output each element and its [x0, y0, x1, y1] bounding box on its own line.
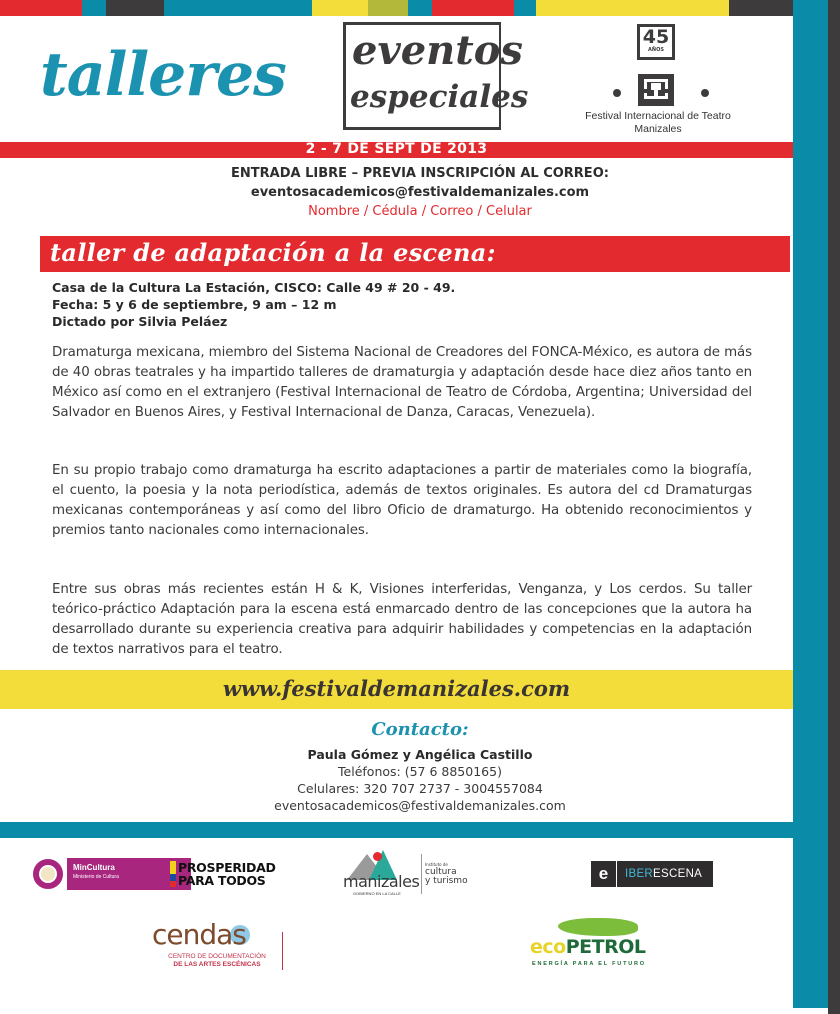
- color-segment: [408, 0, 432, 16]
- iguana-icon: [558, 918, 638, 936]
- manizales-word: manizales: [343, 872, 420, 891]
- ecopetrol-logo: [528, 916, 658, 976]
- color-segment: [536, 0, 729, 16]
- cendas-word: cendas: [152, 918, 246, 951]
- colombia-seal-icon: [33, 859, 63, 889]
- bullet-dot-icon: [701, 89, 709, 97]
- ecopetrol-eco: eco: [530, 936, 566, 958]
- color-segment: [432, 0, 514, 16]
- prosperidad-line2: PARA TODOS: [178, 873, 266, 888]
- iberescena-e-icon: e: [591, 861, 617, 887]
- bio-paragraph-2: En su propio trabajo como dramaturga ha escrito adaptaciones a partir de materiales como la biografía, el cuento, la poesia y la nota periodística, además de textos originales. Es autora del cd Dramaturgas mexicanas contemporáneas y así como del libro Oficio de dramaturgo. Ha obtenido reconocimientos y premios tanto nacionales como internacionales.: [52, 463, 752, 538]
- color-segment: [793, 0, 828, 16]
- bullet-dot-icon: [613, 89, 621, 97]
- contact-heading: Contacto:: [371, 719, 469, 740]
- workshop-title: taller de adaptación a la escena:: [50, 238, 496, 267]
- 45-years-badge: [637, 24, 675, 60]
- contact-section: [0, 716, 840, 814]
- bottom-teal-bar: [0, 822, 793, 838]
- eventos-especiales-logo: [343, 22, 529, 130]
- instituto-line2: y turismo: [425, 876, 468, 886]
- iberescena-rest: ESCENA: [653, 868, 703, 880]
- color-segment: [0, 0, 82, 16]
- ecopetrol-tagline: ENERGÍA PARA EL FUTURO: [532, 961, 646, 967]
- color-segment: [312, 0, 368, 16]
- color-segment: [514, 0, 536, 16]
- workshop-instructor: Dictado por Silvia Peláez: [52, 314, 228, 329]
- sun-icon: [373, 852, 382, 861]
- color-segment: [106, 0, 164, 16]
- ecopetrol-petrol: PETROL: [565, 936, 646, 958]
- cendas-logo: [152, 918, 284, 972]
- workshop-location: Casa de la Cultura La Estación, CISCO: Calle 49 # 20 - 49.: [52, 280, 456, 295]
- divider: [421, 854, 422, 894]
- manizales-sub: GOBIERNO EN LA CALLE: [353, 891, 401, 896]
- eventos-logo-line1: eventos: [352, 27, 523, 74]
- contact-names: Paula Gómez y Angélica Castillo: [307, 747, 533, 762]
- registration-info: [0, 164, 840, 221]
- eventos-logo-line2: especiales: [350, 79, 529, 115]
- registration-email[interactable]: eventosacademicos@festivaldemanizales.com: [250, 185, 590, 200]
- contact-mobiles: Celulares: 320 707 2737 - 3004557084: [297, 781, 543, 796]
- mincultura-sub: Ministerio de Cultura: [73, 874, 119, 880]
- workshop-date: Fecha: 5 y 6 de septiembre, 9 am – 12 m: [52, 297, 337, 312]
- top-color-strip: [0, 0, 840, 16]
- instituto-cultura-turismo: [425, 862, 468, 886]
- website-banner: [0, 670, 793, 709]
- cendas-line1: CENTRO DE DOCUMENTACIÓN: [168, 953, 266, 960]
- instituto-line1: cultura: [425, 867, 457, 877]
- date-banner: [0, 142, 793, 158]
- talleres-title: talleres: [40, 40, 286, 110]
- festival-name: Festival Internacional de Teatro Manizales: [585, 110, 731, 135]
- workshop-details: [52, 279, 455, 330]
- workshop-title-bar: [40, 236, 790, 272]
- badge-label: AÑOS: [648, 47, 664, 53]
- colombia-flag-icon: [170, 861, 176, 887]
- iberescena-logo: [591, 861, 713, 887]
- bio-paragraph-3: Entre sus obras más recientes están H & K, Visiones interferidas, Venganza, y Los cerdos. Su taller teórico-práctico Adaptación para la escena está enmarcado dentro de las concepciones que la autora ha desarrollado durante su experiencia creativa para adquirir habilidades y competencias en la adaptación de textos narrativos para el teatro.: [52, 582, 752, 657]
- registration-fields: Nombre / Cédula / Correo / Celular: [308, 204, 532, 219]
- alcaldia-manizales-logo: [343, 848, 473, 898]
- contact-phones: Teléfonos: (57 6 8850165): [338, 764, 502, 779]
- color-segment: [729, 0, 793, 16]
- registration-heading: ENTRADA LIBRE – PREVIA INSCRIPCIÓN AL CORREO:: [231, 166, 609, 181]
- instituto-label: Instituto de: [425, 862, 448, 867]
- festival-glyph-icon: [641, 77, 671, 103]
- iberescena-bold: IBER: [625, 868, 654, 880]
- bio-paragraph-1: Dramaturga mexicana, miembro del Sistema Nacional de Creadores del FONCA-México, es autora de más de 40 obras teatrales y ha impartido talleres de dramaturgia y adaptación desde hace diez años tanto en México así como en el extranjero (Festival Internacional de Teatro de Córdoba, Argentina; Universidad del Salvador en Buenos Aires, y Festival Internacional de Danza, Caracas, Venezuela).: [52, 345, 752, 420]
- cendas-line2: DE LAS ARTES ESCÉNICAS: [173, 961, 261, 968]
- prosperidad-logo: [170, 861, 276, 887]
- divider: [282, 932, 283, 970]
- mincultura-name: MinCultura: [73, 863, 115, 872]
- color-segment: [82, 0, 106, 16]
- website-link[interactable]: www.festivaldemanizales.com: [222, 676, 571, 701]
- color-segment: [828, 0, 840, 16]
- badge-number: 45: [642, 26, 670, 48]
- color-segment: [368, 0, 408, 16]
- prosperidad-line1: PROSPERIDAD: [178, 860, 276, 875]
- festival-emblem-icon: [638, 74, 674, 106]
- color-segment: [164, 0, 312, 16]
- contact-email[interactable]: eventosacademicos@festivaldemanizales.com: [274, 798, 566, 813]
- date-banner-text: 2 - 7 DE SEPT DE 2013: [305, 141, 488, 157]
- mincultura-logo: [33, 858, 191, 890]
